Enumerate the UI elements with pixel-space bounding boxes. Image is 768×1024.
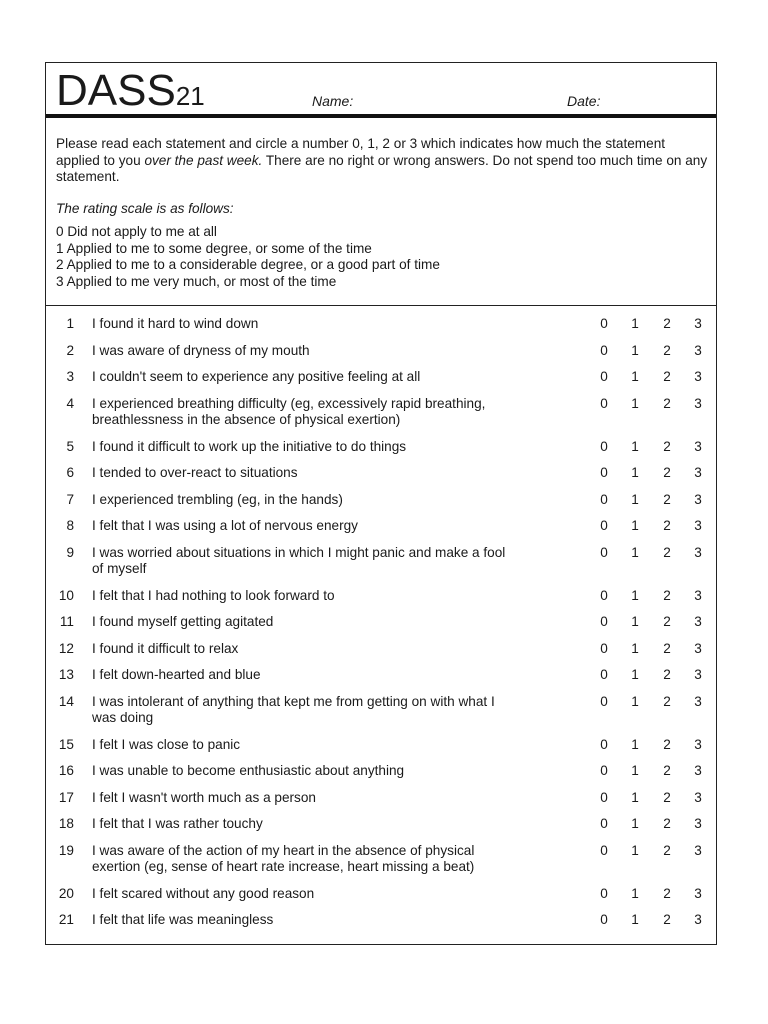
rating-option-3[interactable]: 3: [694, 465, 702, 480]
statement-row: [46, 667, 716, 694]
statement-text: I felt I was close to panic: [92, 736, 241, 752]
rating-option-1[interactable]: 1: [631, 518, 639, 533]
rating-option-0[interactable]: 0: [600, 587, 608, 603]
rating-scale-item: 0 Did not apply to me at all: [56, 224, 217, 239]
rating-option-0[interactable]: 0: [600, 614, 608, 629]
rating-option-3[interactable]: 3: [694, 544, 702, 560]
statement-row: [46, 316, 716, 343]
rating-option-3[interactable]: 3: [694, 395, 702, 411]
statement-text: I was worried about situations in which I might panic and make a fool of myself: [92, 544, 506, 576]
rating-option-3[interactable]: 3: [694, 842, 702, 858]
statement-text: I felt scared without any good reason: [92, 885, 315, 901]
statement-row: [46, 492, 716, 519]
statement-row: [46, 588, 716, 615]
statement-row: [46, 614, 716, 641]
statement-row: [46, 843, 716, 886]
rating-option-0[interactable]: 0: [600, 912, 608, 927]
title-main: DASS: [56, 66, 176, 115]
statement-number: 10: [58, 587, 74, 603]
statement-number: 14: [58, 693, 74, 709]
statement-number: 15: [58, 736, 74, 752]
rating-option-1[interactable]: 1: [631, 885, 639, 901]
section-divider: [46, 305, 716, 306]
statement-row: [46, 886, 716, 913]
statement-row: [46, 439, 716, 466]
rating-option-2[interactable]: 2: [663, 438, 671, 454]
instructions-emphasis: over the past week.: [144, 152, 263, 168]
rating-option-3[interactable]: 3: [694, 316, 702, 331]
rating-option-2[interactable]: 2: [663, 342, 671, 358]
rating-option-0[interactable]: 0: [600, 667, 608, 682]
statement-number: 21: [58, 912, 74, 927]
rating-option-2[interactable]: 2: [663, 544, 671, 560]
statement-text: I experienced breathing difficulty (eg, excessively rapid breathing, breathlessness in the absence of physical exertion): [92, 395, 486, 427]
rating-option-1[interactable]: 1: [631, 342, 639, 358]
statement-row: [46, 343, 716, 370]
rating-option-0[interactable]: 0: [600, 518, 608, 533]
statement-number: 13: [58, 667, 74, 682]
statement-number: 17: [58, 789, 74, 805]
rating-option-1[interactable]: 1: [631, 736, 639, 752]
rating-scale-item: 3 Applied to me very much, or most of the time: [56, 273, 337, 289]
rating-option-1[interactable]: 1: [631, 693, 639, 709]
rating-option-1[interactable]: 1: [631, 369, 639, 384]
rating-option-1[interactable]: 1: [631, 912, 639, 927]
rating-option-0[interactable]: 0: [600, 342, 608, 358]
rating-option-0[interactable]: 0: [600, 693, 608, 709]
statement-text: I was aware of dryness of my mouth: [92, 342, 310, 358]
rating-option-0[interactable]: 0: [600, 395, 608, 411]
rating-option-2[interactable]: 2: [663, 369, 671, 384]
statement-number: 4: [66, 395, 74, 411]
statement-row: [46, 694, 716, 737]
rating-option-0[interactable]: 0: [600, 640, 608, 656]
statement-text: I couldn't seem to experience any positive feeling at all: [92, 369, 421, 384]
rating-option-0[interactable]: 0: [600, 544, 608, 560]
form-header: [46, 63, 716, 118]
statement-number: 5: [66, 438, 74, 454]
statement-number: 19: [58, 842, 74, 858]
statement-number: 20: [58, 885, 74, 901]
rating-option-2[interactable]: 2: [663, 667, 671, 682]
statement-row: [46, 545, 716, 588]
rating-option-2[interactable]: 2: [663, 614, 671, 629]
rating-option-2[interactable]: 2: [663, 587, 671, 603]
rating-option-1[interactable]: 1: [631, 587, 639, 603]
statement-number: 18: [58, 816, 74, 831]
statement-number: 12: [58, 640, 74, 656]
rating-option-2[interactable]: 2: [663, 763, 671, 778]
rating-option-3[interactable]: 3: [694, 587, 702, 603]
rating-option-2[interactable]: 2: [663, 518, 671, 533]
title-sub: 21: [175, 81, 205, 111]
rating-option-3[interactable]: 3: [694, 342, 702, 358]
statement-number: 3: [66, 369, 74, 384]
rating-option-3[interactable]: 3: [694, 885, 702, 901]
statement-text: I experienced trembling (eg, in the hands): [92, 491, 343, 507]
rating-option-2[interactable]: 2: [663, 693, 671, 709]
statement-row: [46, 396, 716, 439]
statement-row: [46, 369, 716, 396]
statement-row: [46, 641, 716, 668]
rating-option-1[interactable]: 1: [631, 640, 639, 656]
rating-option-1[interactable]: 1: [631, 667, 639, 682]
rating-option-0[interactable]: 0: [600, 763, 608, 778]
rating-option-1[interactable]: 1: [631, 544, 639, 560]
statement-row: [46, 465, 716, 492]
statement-text: I tended to over-react to situations: [92, 465, 298, 480]
rating-option-2[interactable]: 2: [663, 789, 671, 805]
rating-scale-heading: The rating scale is as follows:: [56, 201, 234, 216]
rating-option-2[interactable]: 2: [663, 842, 671, 858]
rating-option-2[interactable]: 2: [663, 885, 671, 901]
rating-option-3[interactable]: 3: [694, 667, 702, 682]
statement-row: [46, 763, 716, 790]
statement-text: I felt I wasn't worth much as a person: [92, 789, 316, 805]
rating-option-2[interactable]: 2: [663, 491, 671, 507]
statement-text: I found it difficult to work up the initiative to do things: [92, 438, 407, 454]
statement-text: I felt that I was rather touchy: [92, 816, 263, 831]
rating-option-1[interactable]: 1: [631, 842, 639, 858]
rating-option-1[interactable]: 1: [631, 763, 639, 778]
rating-option-1[interactable]: 1: [631, 465, 639, 480]
rating-option-1[interactable]: 1: [631, 491, 639, 507]
rating-option-2[interactable]: 2: [663, 640, 671, 656]
statement-row: [46, 816, 716, 843]
rating-option-0[interactable]: 0: [600, 369, 608, 384]
rating-option-0[interactable]: 0: [600, 465, 608, 480]
statement-number: 8: [66, 518, 74, 533]
date-label: Date:: [567, 93, 601, 109]
statement-number: 16: [58, 763, 74, 778]
statement-text: I found myself getting agitated: [92, 614, 274, 629]
rating-option-3[interactable]: 3: [694, 369, 702, 384]
statement-number: 7: [66, 491, 74, 507]
statement-text: I felt down-hearted and blue: [92, 667, 261, 682]
questionnaire-form: [45, 62, 717, 945]
rating-option-2[interactable]: 2: [663, 736, 671, 752]
rating-option-1[interactable]: 1: [631, 816, 639, 831]
statement-text: I was unable to become enthusiastic about anything: [92, 763, 405, 778]
statement-text: I felt that I was using a lot of nervous energy: [92, 518, 358, 533]
instructions-text-2: There are no right or wrong answers. Do not spend too much time on any statement.: [56, 152, 708, 184]
rating-option-0[interactable]: 0: [600, 842, 608, 858]
rating-scale-list: [56, 224, 440, 290]
rating-option-0[interactable]: 0: [600, 816, 608, 831]
rating-option-3[interactable]: 3: [694, 736, 702, 752]
rating-option-3[interactable]: 3: [694, 518, 702, 533]
rating-option-3[interactable]: 3: [694, 438, 702, 454]
statement-text: I felt that I had nothing to look forward to: [92, 587, 335, 603]
statement-text: I found it difficult to relax: [92, 640, 239, 656]
rating-option-0[interactable]: 0: [600, 789, 608, 805]
form-title: [56, 66, 205, 121]
rating-option-3[interactable]: 3: [694, 693, 702, 709]
rating-option-2[interactable]: 2: [663, 465, 671, 480]
statement-number: 6: [66, 465, 74, 480]
rating-option-0[interactable]: 0: [600, 316, 608, 331]
rating-scale-item: 2 Applied to me to a considerable degree, or a good part of time: [56, 257, 440, 273]
rating-option-3[interactable]: 3: [694, 763, 702, 778]
statement-text: I found it hard to wind down: [92, 316, 259, 331]
rating-option-3[interactable]: 3: [694, 640, 702, 656]
instructions-text-1: Please read each statement and circle a number 0, 1, 2 or 3 which indicates how much the statement applied to you: [56, 136, 666, 168]
rating-option-3[interactable]: 3: [694, 491, 702, 507]
statement-number: 1: [66, 316, 74, 331]
statement-row: [46, 912, 716, 939]
statement-row: [46, 737, 716, 764]
rating-option-3[interactable]: 3: [694, 912, 702, 927]
statement-text: I was aware of the action of my heart in the absence of physical exertion (eg, sense of heart rate increase, heart missing a beat): [92, 842, 475, 874]
rating-option-2[interactable]: 2: [663, 395, 671, 411]
name-label: Name:: [312, 93, 354, 109]
rating-option-3[interactable]: 3: [694, 614, 702, 629]
rating-option-0[interactable]: 0: [600, 438, 608, 454]
rating-option-2[interactable]: 2: [663, 316, 671, 331]
statement-text: I was intolerant of anything that kept me from getting on with what I was doing: [92, 693, 495, 725]
rating-option-1[interactable]: 1: [631, 395, 639, 411]
rating-option-1[interactable]: 1: [631, 316, 639, 331]
rating-option-3[interactable]: 3: [694, 816, 702, 831]
statement-number: 2: [66, 342, 74, 358]
statement-row: [46, 790, 716, 817]
rating-option-2[interactable]: 2: [663, 816, 671, 831]
rating-option-1[interactable]: 1: [631, 789, 639, 805]
statement-text: I felt that life was meaningless: [92, 912, 274, 927]
statement-list: [46, 316, 716, 939]
instructions: [56, 136, 711, 186]
rating-option-0[interactable]: 0: [600, 736, 608, 752]
statement-row: [46, 518, 716, 545]
rating-option-0[interactable]: 0: [600, 491, 608, 507]
rating-scale-item: 1 Applied to me to some degree, or some of the time: [56, 240, 372, 256]
rating-option-1[interactable]: 1: [631, 614, 639, 629]
rating-option-3[interactable]: 3: [694, 789, 702, 805]
rating-option-0[interactable]: 0: [600, 885, 608, 901]
rating-option-1[interactable]: 1: [631, 438, 639, 454]
rating-option-2[interactable]: 2: [663, 912, 671, 927]
statement-number: 11: [59, 614, 74, 629]
statement-number: 9: [66, 544, 74, 560]
